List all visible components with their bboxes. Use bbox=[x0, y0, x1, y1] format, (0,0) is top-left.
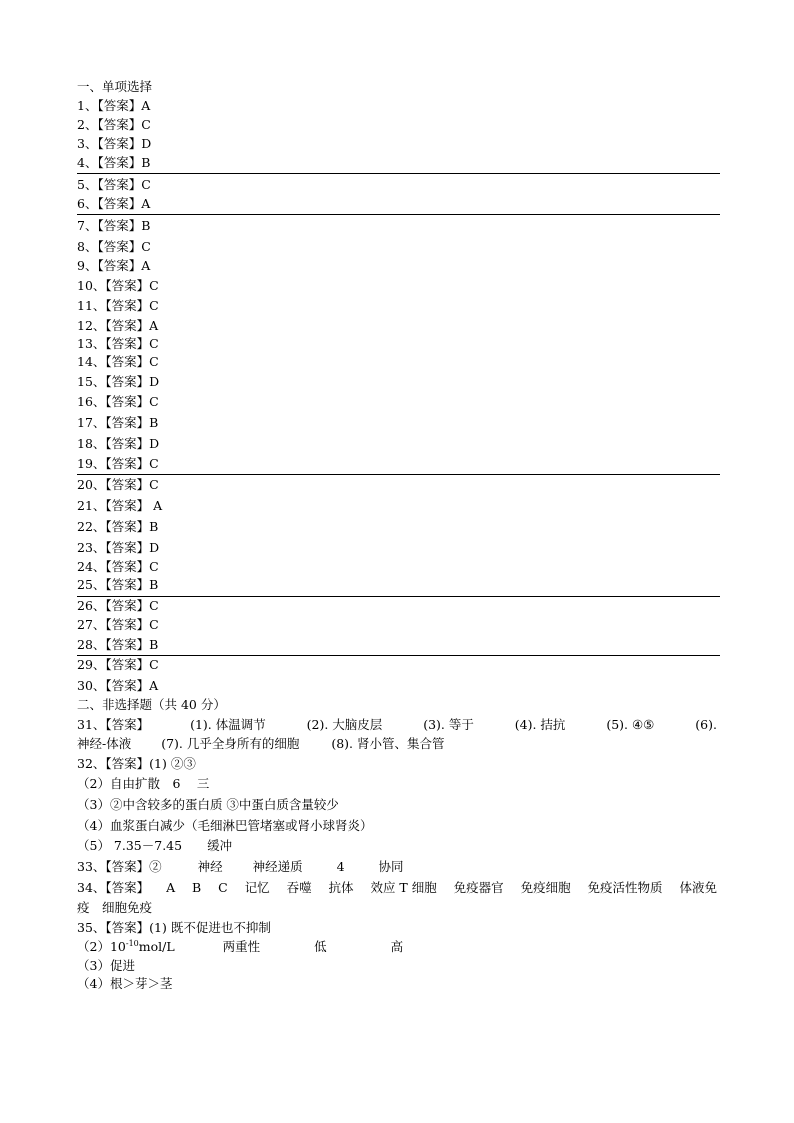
answer-tag: 【答案】 bbox=[105, 456, 150, 471]
answer-tag: 【答案】 bbox=[105, 477, 150, 492]
answer-letter: C bbox=[141, 177, 151, 192]
answer-item bbox=[77, 617, 717, 633]
q34-part: 免疫器官 bbox=[453, 880, 504, 895]
q34-part: 吞噬 bbox=[286, 880, 312, 895]
answer-letter: D bbox=[149, 374, 160, 389]
answer-letter: B bbox=[149, 519, 159, 534]
answer-letter: A bbox=[149, 498, 163, 513]
q33-line bbox=[77, 859, 717, 875]
q33-head: 33、【答案】② bbox=[77, 859, 162, 874]
q31-part: (3). 等于 bbox=[423, 717, 474, 732]
answer-item bbox=[77, 498, 717, 514]
answer-letter: C bbox=[149, 559, 159, 574]
item-number: 11、 bbox=[77, 298, 106, 313]
answer-tag: 【答案】 bbox=[105, 540, 150, 555]
q33-part: 神经递质 bbox=[252, 859, 303, 874]
answer-letter: C bbox=[149, 354, 159, 369]
answer-letter: A bbox=[141, 196, 151, 211]
item-number: 28、 bbox=[77, 637, 106, 652]
answer-item bbox=[77, 298, 717, 314]
divider-line bbox=[77, 655, 720, 656]
q34-part: A bbox=[166, 880, 176, 895]
answer-item bbox=[77, 540, 717, 556]
answer-tag: 【答案】 bbox=[97, 155, 142, 170]
q31-part: (4). 拮抗 bbox=[514, 717, 566, 732]
item-number: 16、 bbox=[77, 394, 106, 409]
answer-item bbox=[77, 239, 717, 255]
answer-letter: D bbox=[149, 436, 160, 451]
answer-tag: 【答案】 bbox=[97, 218, 142, 233]
item-number: 19、 bbox=[77, 456, 106, 471]
item-number: 2、 bbox=[77, 117, 98, 132]
item-number: 10、 bbox=[77, 278, 106, 293]
answer-tag: 【答案】 bbox=[105, 336, 150, 351]
answer-tag: 【答案】 bbox=[105, 318, 150, 333]
item-number: 24、 bbox=[77, 559, 106, 574]
item-number: 6、 bbox=[77, 196, 98, 211]
q35-line3: （3）促进 bbox=[77, 958, 135, 973]
answer-letter: C bbox=[149, 598, 159, 613]
q31-line2 bbox=[77, 736, 717, 752]
answer-tag: 【答案】 bbox=[97, 177, 142, 192]
section2-title: 二、非选择题（共 40 分） bbox=[77, 697, 226, 712]
answer-item bbox=[77, 678, 717, 694]
q31-line1 bbox=[77, 717, 717, 733]
answer-tag: 【答案】 bbox=[105, 598, 150, 613]
item-number: 5、 bbox=[77, 177, 98, 192]
answer-letter: C bbox=[141, 117, 151, 132]
answer-letter: C bbox=[149, 394, 159, 409]
item-number: 3、 bbox=[77, 136, 98, 151]
q35-part: 两重性 bbox=[222, 939, 261, 954]
answer-tag: 【答案】 bbox=[105, 278, 150, 293]
q32-line1: 32、【答案】(1) ②③ bbox=[77, 756, 196, 771]
q35-line2 bbox=[77, 939, 717, 955]
item-number: 23、 bbox=[77, 540, 106, 555]
q35-part: 低 bbox=[314, 939, 327, 954]
answer-letter: C bbox=[149, 477, 159, 492]
answer-item bbox=[77, 155, 717, 171]
answer-letter: A bbox=[141, 258, 151, 273]
q31-part: (1). 体温调节 bbox=[190, 717, 266, 732]
q35-line4: （4）根＞芽＞茎 bbox=[77, 976, 173, 991]
answer-item bbox=[77, 456, 717, 472]
answer-item bbox=[77, 657, 717, 673]
answer-letter: C bbox=[149, 298, 159, 313]
answer-item bbox=[77, 436, 717, 452]
answer-letter: A bbox=[141, 98, 151, 113]
answer-item bbox=[77, 196, 717, 212]
item-number: 22、 bbox=[77, 519, 106, 534]
answer-letter: A bbox=[149, 318, 159, 333]
item-number: 26、 bbox=[77, 598, 106, 613]
q31-part: (5). ④⑤ bbox=[606, 717, 655, 732]
q32-line4: （4）血浆蛋白减少（毛细淋巴管堵塞或肾小球肾炎） bbox=[77, 818, 373, 833]
q32-line3: （3）②中含较多的蛋白质 ③中蛋白质含量较少 bbox=[77, 797, 339, 812]
item-number: 15、 bbox=[77, 374, 106, 389]
answer-tag: 【答案】 bbox=[105, 374, 150, 389]
q35-exponent: -10 bbox=[125, 938, 139, 948]
item-number: 12、 bbox=[77, 318, 106, 333]
item-number: 20、 bbox=[77, 477, 106, 492]
q34-head: 34、【答案】 bbox=[77, 880, 150, 895]
answer-item bbox=[77, 598, 717, 614]
q33-part: 协同 bbox=[378, 859, 404, 874]
answer-item bbox=[77, 477, 717, 493]
q34-part: 抗体 bbox=[328, 880, 354, 895]
divider-line bbox=[77, 173, 720, 174]
q35-unit: mol/L bbox=[138, 939, 175, 954]
answer-item bbox=[77, 117, 717, 133]
answer-item bbox=[77, 336, 717, 352]
answer-item bbox=[77, 519, 717, 535]
q32-line5: （5） 7.35－7.45 缓冲 bbox=[77, 838, 233, 853]
divider-line bbox=[77, 474, 720, 475]
answer-letter: B bbox=[149, 577, 159, 592]
q31-part: (6). bbox=[695, 717, 717, 732]
answer-letter: A bbox=[149, 678, 159, 693]
item-number: 14、 bbox=[77, 354, 106, 369]
answer-tag: 【答案】 bbox=[97, 258, 142, 273]
item-number: 21、 bbox=[77, 498, 106, 513]
answer-letter: B bbox=[141, 155, 151, 170]
answer-letter: C bbox=[149, 617, 159, 632]
answer-tag: 【答案】 bbox=[105, 498, 150, 513]
answer-item bbox=[77, 218, 717, 234]
answer-tag: 【答案】 bbox=[97, 196, 142, 211]
q34-part: 记忆 bbox=[244, 880, 270, 895]
q34-part: 体液免 bbox=[679, 880, 717, 895]
answer-item bbox=[77, 278, 717, 294]
answer-tag: 【答案】 bbox=[105, 637, 150, 652]
answer-tag: 【答案】 bbox=[105, 617, 150, 632]
answer-letter: D bbox=[149, 540, 160, 555]
divider-line bbox=[77, 596, 720, 597]
answer-letter: C bbox=[149, 278, 159, 293]
q34-part: C bbox=[218, 880, 228, 895]
answer-item bbox=[77, 394, 717, 410]
item-number: 8、 bbox=[77, 239, 98, 254]
answer-item bbox=[77, 374, 717, 390]
answer-letter: C bbox=[149, 336, 159, 351]
answer-item bbox=[77, 177, 717, 193]
answer-item bbox=[77, 136, 717, 152]
q32-line2: （2）自由扩散 6 三 bbox=[77, 776, 210, 791]
answer-letter: B bbox=[149, 415, 159, 430]
answer-letter: C bbox=[149, 657, 159, 672]
answer-tag: 【答案】 bbox=[97, 117, 142, 132]
answer-item bbox=[77, 559, 717, 575]
item-number: 17、 bbox=[77, 415, 106, 430]
answer-tag: 【答案】 bbox=[105, 394, 150, 409]
answer-item bbox=[77, 415, 717, 431]
q31-part: (7). 几乎全身所有的细胞 bbox=[161, 736, 300, 751]
answer-item bbox=[77, 98, 717, 114]
answer-tag: 【答案】 bbox=[105, 678, 150, 693]
item-number: 4、 bbox=[77, 155, 98, 170]
answer-tag: 【答案】 bbox=[97, 98, 142, 113]
q31-part: (8). 肾小管、集合管 bbox=[331, 736, 445, 751]
item-number: 25、 bbox=[77, 577, 106, 592]
q35-value: （2）10 bbox=[77, 939, 126, 954]
q34-part: B bbox=[192, 880, 202, 895]
item-number: 18、 bbox=[77, 436, 106, 451]
answer-letter: B bbox=[141, 218, 151, 233]
item-number: 13、 bbox=[77, 336, 106, 351]
answer-tag: 【答案】 bbox=[105, 436, 150, 451]
q34-part: 免疫细胞 bbox=[520, 880, 571, 895]
answer-letter: C bbox=[141, 239, 151, 254]
divider-line bbox=[77, 214, 720, 215]
item-number: 30、 bbox=[77, 678, 106, 693]
item-number: 29、 bbox=[77, 657, 106, 672]
q34-part: 免疫活性物质 bbox=[587, 880, 663, 895]
answer-tag: 【答案】 bbox=[105, 415, 150, 430]
item-number: 1、 bbox=[77, 98, 98, 113]
item-number: 27、 bbox=[77, 617, 106, 632]
q35-line1: 35、【答案】(1) 既不促进也不抑制 bbox=[77, 920, 271, 935]
q34-line2: 疫 细胞免疫 bbox=[77, 900, 153, 915]
item-number: 7、 bbox=[77, 218, 98, 233]
q31-part: (2). 大脑皮层 bbox=[306, 717, 383, 732]
answer-tag: 【答案】 bbox=[105, 657, 150, 672]
q35-part: 高 bbox=[390, 939, 404, 954]
answer-tag: 【答案】 bbox=[105, 519, 150, 534]
q34-part: 效应 T 细胞 bbox=[370, 880, 437, 895]
answer-tag: 【答案】 bbox=[105, 298, 150, 313]
answer-item bbox=[77, 258, 717, 274]
answer-item bbox=[77, 318, 717, 334]
answer-letter: D bbox=[141, 136, 152, 151]
answer-item bbox=[77, 577, 717, 593]
answer-letter: C bbox=[149, 456, 159, 471]
q33-part: 4 bbox=[336, 859, 345, 874]
item-number: 9、 bbox=[77, 258, 98, 273]
answer-tag: 【答案】 bbox=[97, 136, 142, 151]
q31-part: 神经-体液 bbox=[77, 736, 132, 751]
q33-part: 神经 bbox=[197, 859, 223, 874]
answer-item bbox=[77, 354, 717, 370]
answer-tag: 【答案】 bbox=[105, 577, 150, 592]
answer-tag: 【答案】 bbox=[97, 239, 142, 254]
q34-line1 bbox=[77, 880, 717, 896]
answer-tag: 【答案】 bbox=[105, 559, 150, 574]
q31-head: 31、【答案】 bbox=[77, 717, 150, 732]
answer-letter: B bbox=[149, 637, 159, 652]
answer-tag: 【答案】 bbox=[105, 354, 150, 369]
section1-title: 一、单项选择 bbox=[77, 79, 153, 94]
answer-item bbox=[77, 637, 717, 653]
